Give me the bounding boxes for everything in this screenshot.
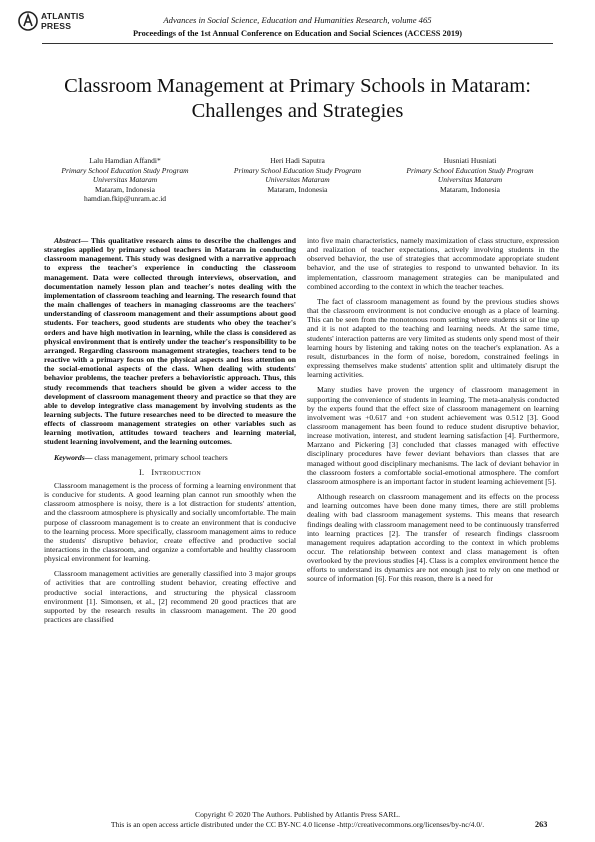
author-3 xyxy=(385,156,555,204)
paragraph: into five main characteristics, namely maximization of class structure, expression and realization of teacher expectations, actively involving students in the observed behavior, the use of strategies that accommodate appropriate student behavior, and the use of strategies to respond to unwanted behavior. In its implementation, classroom management strategies can be manipulated and combined according to the context in which the teacher teaches. xyxy=(307,236,559,291)
author-block xyxy=(40,156,555,204)
header-rule xyxy=(42,43,553,44)
author-university: Universitas Mataram xyxy=(265,175,330,185)
paragraph: Many studies have proven the urgency of classroom management in supporting the convenience of students in learning. The meta-analysis conducted by the experts found that the effect size of classroom management on learning involvement was +0.617 and +on student achievement was 0.512 [3]. Good classroom management has been found to reduce student disruptive behavior, increase motivation, interest, and student learning satisfaction [4]. Furthermore, Marzano and Pickering [3] concluded that classes managed with effective disciplinary procedures have fewer deviant behaviors than classes that are managed without good disciplinary mechanisms. The lack of deviant behavior in the classroom fosters a comfortable social-emotional atmosphere. The comfort classroom atmosphere is an important factor in student learning achievement [5]. xyxy=(307,385,559,486)
author-affiliation: Primary School Education Study Program xyxy=(61,165,189,175)
page-number: 263 xyxy=(535,820,548,829)
author-name: Husniati Husniati xyxy=(443,156,497,165)
page-footer xyxy=(0,810,595,830)
license-line[interactable]: This is an open access article distributed under the CC BY-NC 4.0 license -http://creativecommons.org/licenses/by-nc/4.0/. xyxy=(110,820,485,829)
author-affiliation: Primary School Education Study Program xyxy=(233,165,362,175)
keywords-label: Keywords— xyxy=(54,452,93,462)
abstract xyxy=(44,236,296,447)
logo-line1: ATLANTIS xyxy=(41,11,85,21)
author-1 xyxy=(40,156,210,204)
author-name: Heri Hadi Saputra xyxy=(270,156,325,165)
author-university: Universitas Mataram xyxy=(437,175,503,185)
abstract-text: This qualitative research aims to describe the challenges and strategies applied by primary school teachers in Mataram in conducting classroom management. This study was designed with a narrative approach to express the teacher's experience in conducting the classroom management. Data were collected through interviews, observation, and documentation namely lesson plan and teacher's notes dealing with the implementation of classroom teaching and learning. The research found that the main challenges of teachers in managing classrooms are the teachers' understanding of classroom management and their assumptions about good students. For teachers, good students are students who obey the teacher's orders and have high motivation in learning, while the class is considered as physical environment that is entirely under the teacher's responsibility to be arranged. Regarding classroom management strategies, teachers tend to be reactive with a primary focus on the physical aspects and less attention on the social-emotional aspects of the class. When dealing with students' behavior problems, the teacher prefers a behavioristic approach. Thus, this study recommends that teachers should be given a wider access to the development of classroom management theory and practice so that they are able to develop integrative class management by involving students as the learning subjects. The future researches need to be directed to measure the effects of classroom management strategies on other variables such as learning motivation, attitudes toward teachers and learning material, student learning involvement, and the learning outcomes. xyxy=(44,236,296,447)
copyright-line: Copyright © 2020 The Authors. Published by Atlantis Press SARL. xyxy=(195,810,400,819)
author-affiliation: Primary School Education Study Program xyxy=(406,165,534,175)
left-column xyxy=(44,236,296,630)
section-heading xyxy=(44,468,296,477)
author-location: Mataram, Indonesia xyxy=(267,184,328,194)
author-location: Mataram, Indonesia xyxy=(95,184,155,194)
author-2 xyxy=(213,156,383,204)
paragraph: The fact of classroom management as found by the previous studies shows that the classroom environment is not conducive enough as a place of learning. This can be seen from the monotonous room setting where students sit or line up and it is not adapted to the teaching and learning needs. At the same time, students' interaction patterns are very limited as students only spend most of their learning hours by listening and taking notes on the teacher's explanation. As a result, disturbances in the form of noise, boredom, constrained feelings in expressing themselves make students' attention split and ultimately disrupt the learning activities. xyxy=(307,296,559,380)
journal-line: Advances in Social Science, Education and Humanities Research, volume 465 xyxy=(163,15,432,25)
right-column xyxy=(307,236,559,590)
author-name: Lalu Hamdian Affandi* xyxy=(89,156,161,165)
keywords xyxy=(44,453,296,462)
author-location: Mataram, Indonesia xyxy=(440,184,500,194)
author-university: Universitas Mataram xyxy=(92,175,158,185)
paper-title: Classroom Management at Primary Schools in Mataram: Challenges and Strategies xyxy=(64,75,531,122)
author-email[interactable]: hamdian.fkip@unram.ac.id xyxy=(83,194,167,204)
keywords-text: class management, primary school teachers xyxy=(94,452,228,462)
proceedings-line: Proceedings of the 1st Annual Conference on Education and Social Sciences (ACCESS 2019) xyxy=(132,29,463,38)
section-number: I. xyxy=(138,467,145,477)
section-title: Introduction xyxy=(151,467,202,477)
paragraph: Although research on classroom management and its effects on the process and learning outcomes have been done many times, there are still problems dealing with bad classroom management systems. This means that research findings dealing with classroom management need to be continuously transferred into learning practices [2]. The transfer of research findings classroom management requires adaptation according to the context in which problems occur. The relationship between context and class management is often overlooked by the previous studies [4]. Class is a complex environment hence the efforts to understand its dynamics are not enough just to rely on one method or source of information [6]. For this reason, there is a need for xyxy=(307,492,559,584)
paragraph: Classroom management is the process of forming a learning environment that is conducive for students. A good learning plan cannot run smoothly when the classroom atmosphere is noisy, there is a lot distraction for students' attention, and the classroom atmosphere is physically and socially uncomfortable. The main purpose of classroom management is to create an environment that is conducive to the learning process. More specifically, classroom management aims to reduce the students' disruptive behavior, create effective and productive social interactions in the classroom, and organize a comfortable and healthy classroom physical environment for learning. xyxy=(44,480,296,564)
abstract-label: Abstract— xyxy=(54,236,89,245)
logo-line2: PRESS xyxy=(41,20,72,31)
paragraph: Classroom management activities are generally classified into 3 major groups of activities that are controlling student behavior, creating effective and productive social interactions, and structuring the physical classroom environment [1]. Simonsen, et al., [2] recommend 20 good practices that are supported by the research results in classroom management. The 20 good practices are classified xyxy=(44,569,296,625)
